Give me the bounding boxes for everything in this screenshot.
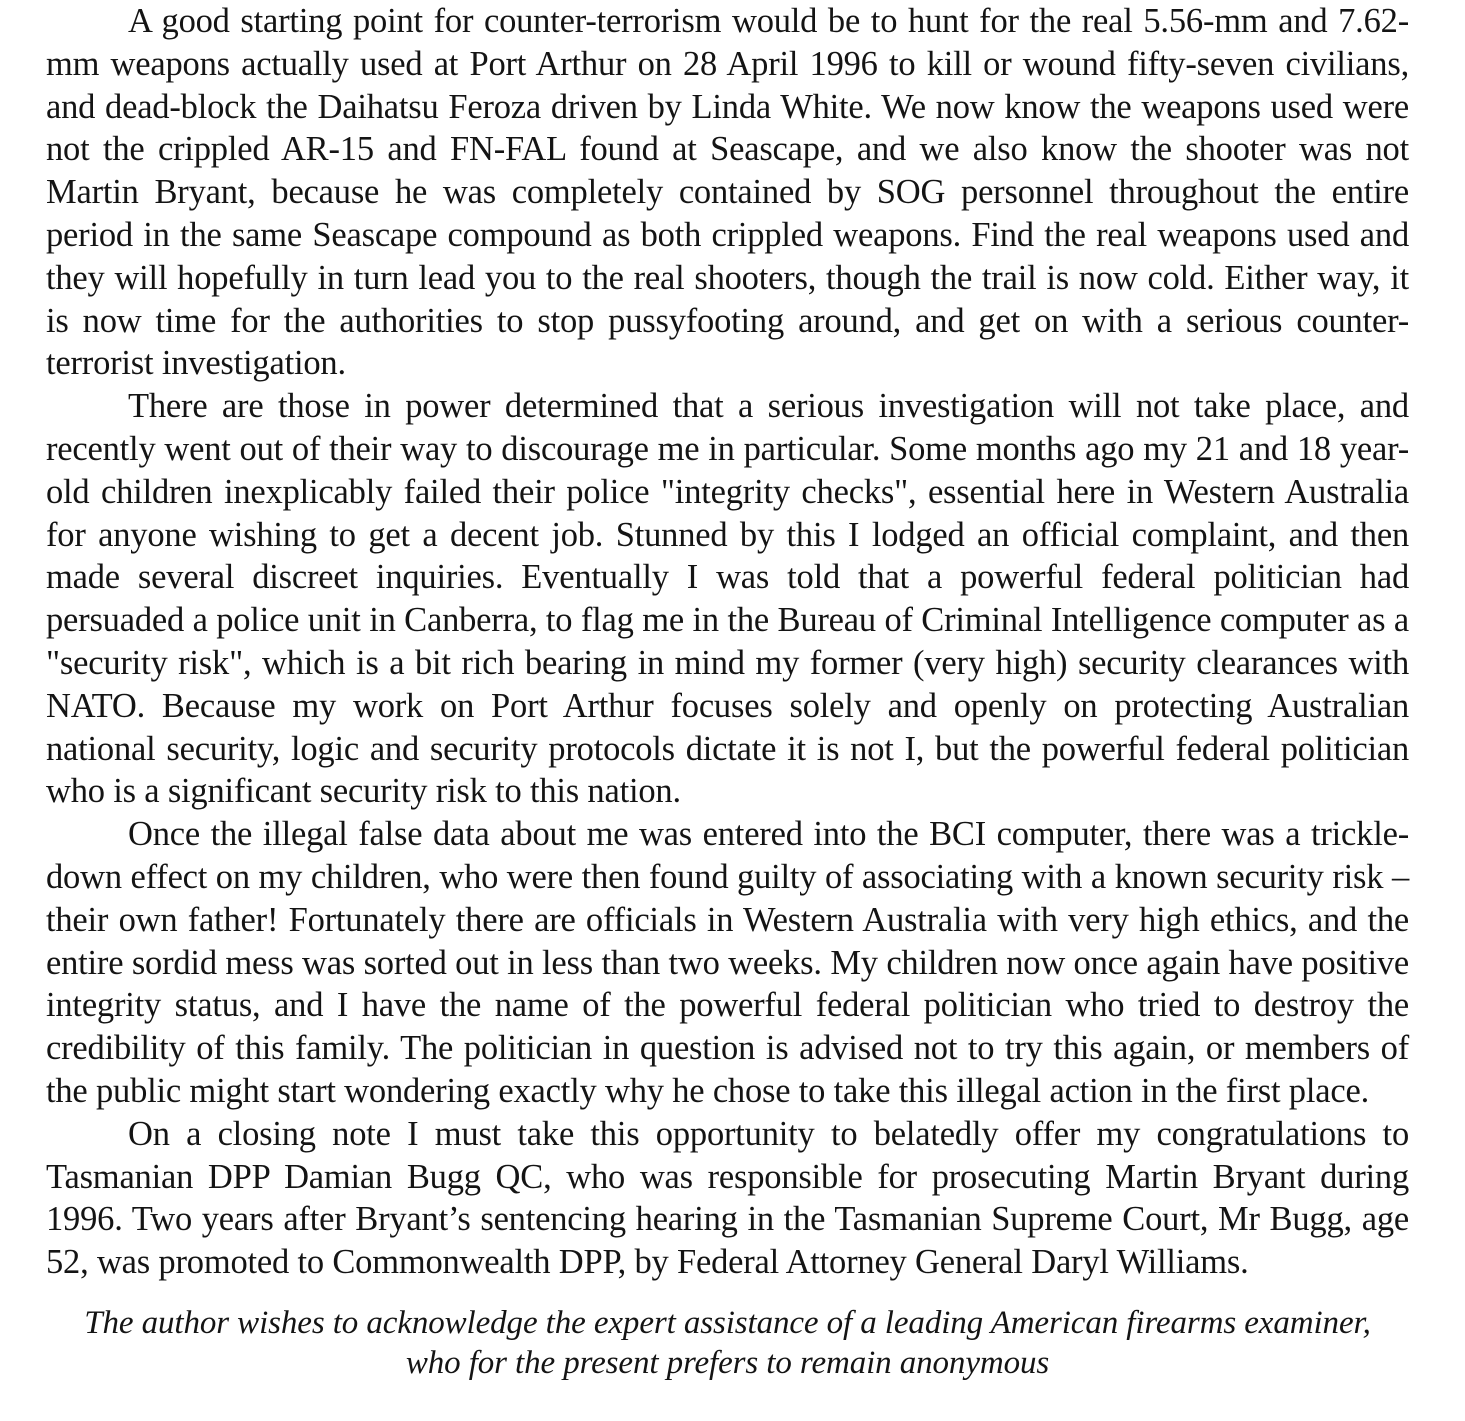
paragraph-closing-note: On a closing note I must take this opportunity to belatedly offer my congratulations to Tasmanian DPP Damian Bugg QC, who was responsible for prosecuting Martin Bryant during 1996. Two years after Bryant’s sentencing hearing in the Tasmanian Supreme Court, Mr Bugg, age 52, was promoted to Commonwealth DPP, by Federal Attorney General Daryl Williams. xyxy=(46,1114,1409,1282)
paragraph-integrity-checks: There are those in power determined that a serious investigation will not take place, and recently went out of their way to discourage me in particular. Some months ago my 21 and 18 year-old children inexplicably failed their police "integrity checks", essential here in Western Australia for anyone wishing to get a decent job. Stunned by this I lodged an official complaint, and then made several discreet inquiries. Eventually I was told that a powerful federal politician had persuaded a police unit in Canberra, to flag me in the Bureau of Criminal Intelligence computer as a "security risk", which is a bit rich bearing in mind my former (very high) security clearances with NATO. Because my work on Port Arthur focuses solely and openly on protecting Australian national security, logic and security protocols dictate it is not I, but the powerful federal politician who is a significant security risk to this nation. xyxy=(46,387,1409,811)
paragraph-counter-terrorism: A good starting point for counter-terrorism would be to hunt for the real 5.56-mm and 7.62-mm weapons actually used at Port Arthur on 28 April 1996 to kill or wound fifty-seven civilians, and dead-block the Daihatsu Feroza driven by Linda White. We now know the weapons used were not the crippled AR-15 and FN-FAL found at Seascape, and we also know the shooter was not Martin Bryant, because he was completely contained by SOG personnel throughout the entire period in the same Seascape compound as both crippled weapons. Find the real weapons used and they will hopefully in turn lead you to the real shooters, though the trail is now cold. Either way, it is now time for the authorities to stop pussyfooting around, and get on with a serious counter-terrorist investigation. xyxy=(46,2,1409,383)
acknowledgement xyxy=(46,1303,1409,1383)
paragraph-bci-computer: Once the illegal false data about me was entered into the BCI computer, there was a trickle-down effect on my children, who were then found guilty of associating with a known security risk – their own father! Fortunately there are officials in Western Australia with very high ethics, and the entire sordid mess was sorted out in less than two weeks. My children now once again have positive integrity status, and I have the name of the powerful federal politician who tried to destroy the credibility of this family. The politician in question is advised not to try this again, or members of the public might start wondering exactly why he chose to take this illegal action in the first place. xyxy=(46,815,1409,1110)
acknowledgement-line-2: who for the present prefers to remain anonymous xyxy=(405,1345,1050,1381)
acknowledgement-line-1: The author wishes to acknowledge the expert assistance of a leading American firearms examiner, xyxy=(84,1305,1371,1341)
body-text xyxy=(46,0,1409,1284)
